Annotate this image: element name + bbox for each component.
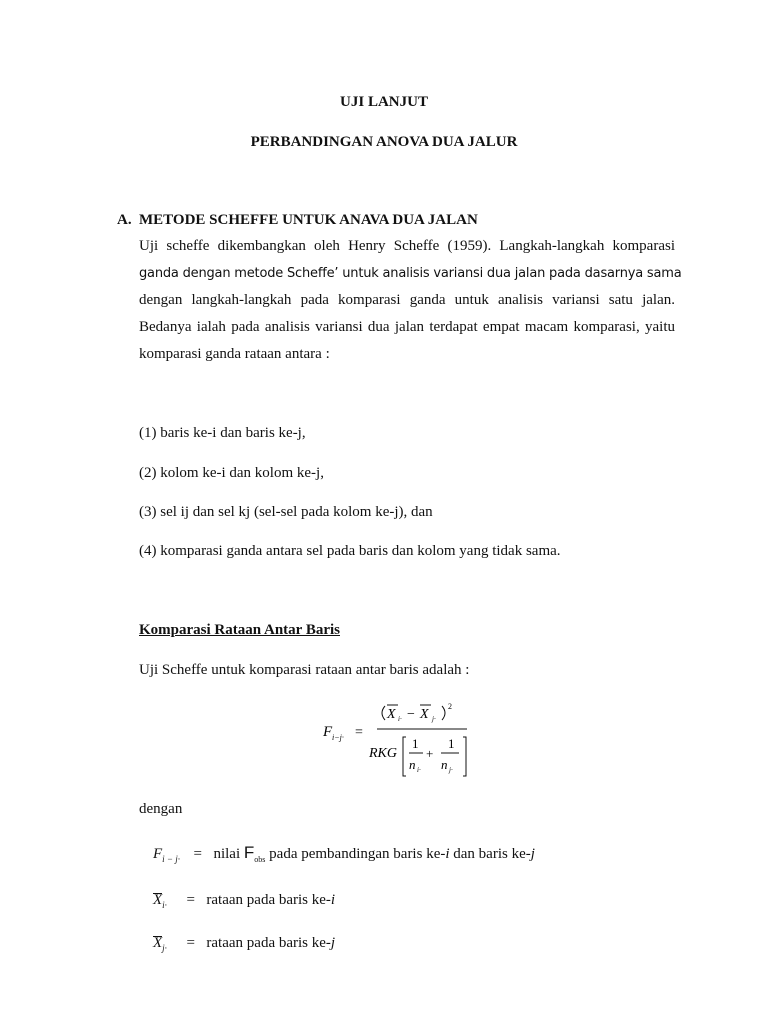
def-var: j bbox=[530, 846, 535, 862]
denominator-n2: n bbox=[441, 757, 448, 772]
denominator-rkg: RKG bbox=[369, 746, 397, 761]
comparison-item: (1) baris ke-i dan baris ke-j, bbox=[139, 425, 306, 441]
paragraph-line: Bedanya ialah pada analisis variansi dua jalan terdapat empat macam komparasi, yaitu bbox=[139, 319, 675, 335]
formula-lhs: F bbox=[323, 724, 333, 740]
document-title: UJI LANJUT bbox=[340, 94, 428, 110]
fobs-symbol: F bbox=[243, 843, 255, 862]
def-symbol-sub: i· bbox=[162, 900, 167, 910]
def-symbol: X bbox=[153, 892, 163, 908]
numerator-x1: X bbox=[387, 707, 396, 722]
def-equals: = bbox=[193, 846, 202, 862]
numerator-sub2: j· bbox=[432, 715, 436, 723]
def-symbol-sub: j· bbox=[162, 943, 167, 953]
paragraph-line: Uji scheffe dikembangkan oleh Henry Scheffe (1959). Langkah-langkah komparasi bbox=[139, 238, 675, 254]
document-subtitle: PERBANDINGAN ANOVA DUA JALUR bbox=[250, 134, 518, 150]
def-text: rataan pada baris ke- bbox=[206, 892, 331, 908]
definition-f bbox=[153, 843, 535, 864]
denominator-n2-sub: j· bbox=[449, 766, 453, 774]
paragraph-line: dengan langkah-langkah pada komparasi ganda untuk analisis variansi satu jalan. bbox=[139, 292, 675, 308]
comparison-item: (4) komparasi ganda antara sel pada baris dan kolom yang tidak sama. bbox=[139, 543, 561, 559]
definition-xi bbox=[153, 892, 335, 910]
denominator-n1: n bbox=[409, 757, 416, 772]
left-paren bbox=[382, 706, 385, 720]
def-equals: = bbox=[186, 935, 195, 951]
denominator-plus: + bbox=[426, 746, 434, 761]
numerator-power: 2 bbox=[448, 702, 452, 711]
definition-xj bbox=[153, 935, 335, 953]
def-equals: = bbox=[186, 892, 195, 908]
section-title: METODE SCHEFFE UNTUK ANAVA DUA JALAN bbox=[139, 212, 478, 228]
denominator-n1-sub: i· bbox=[417, 766, 421, 774]
subsection-title: Komparasi Rataan Antar Baris bbox=[139, 622, 340, 638]
dengan-label: dengan bbox=[139, 801, 183, 817]
section-paragraph bbox=[139, 233, 682, 368]
paragraph-line: komparasi ganda rataan antara : bbox=[139, 346, 330, 362]
def-symbol: X bbox=[153, 935, 163, 951]
def-text: nilai bbox=[213, 846, 241, 862]
right-bracket bbox=[463, 737, 466, 776]
def-symbol: F bbox=[153, 846, 163, 862]
scheffe-formula bbox=[315, 696, 485, 782]
formula-equals: = bbox=[355, 725, 363, 740]
def-text: dan baris ke- bbox=[453, 846, 531, 862]
def-symbol-sub: i − j· bbox=[162, 854, 180, 864]
fobs-sub: obs bbox=[254, 855, 266, 864]
left-bracket bbox=[403, 737, 406, 776]
comparison-item: (2) kolom ke-i dan kolom ke-j, bbox=[139, 465, 324, 481]
formula-lhs-sub: i−j· bbox=[332, 733, 344, 742]
numerator-sub1: i· bbox=[398, 715, 402, 723]
def-var: j bbox=[330, 935, 336, 951]
def-text: rataan pada baris ke- bbox=[206, 935, 331, 951]
comparison-item: (3) sel ij dan sel kj (sel-sel pada kolom ke-j), dan bbox=[139, 504, 433, 520]
subsection-intro: Uji Scheffe untuk komparasi rataan antar baris adalah : bbox=[139, 662, 470, 678]
right-paren bbox=[442, 706, 445, 720]
def-var: i bbox=[330, 892, 336, 908]
section-letter: A. bbox=[117, 212, 132, 228]
denominator-one-a: 1 bbox=[412, 736, 419, 751]
numerator-minus: − bbox=[407, 707, 415, 722]
numerator-x2: X bbox=[420, 707, 429, 722]
def-text: pada pembandingan baris ke- bbox=[269, 846, 446, 862]
denominator-one-b: 1 bbox=[448, 736, 455, 751]
paragraph-line: ganda dengan metode Scheffe’ untuk analisis variansi dua jalan pada dasarnya sama bbox=[139, 266, 682, 281]
def-var: i bbox=[445, 846, 450, 862]
